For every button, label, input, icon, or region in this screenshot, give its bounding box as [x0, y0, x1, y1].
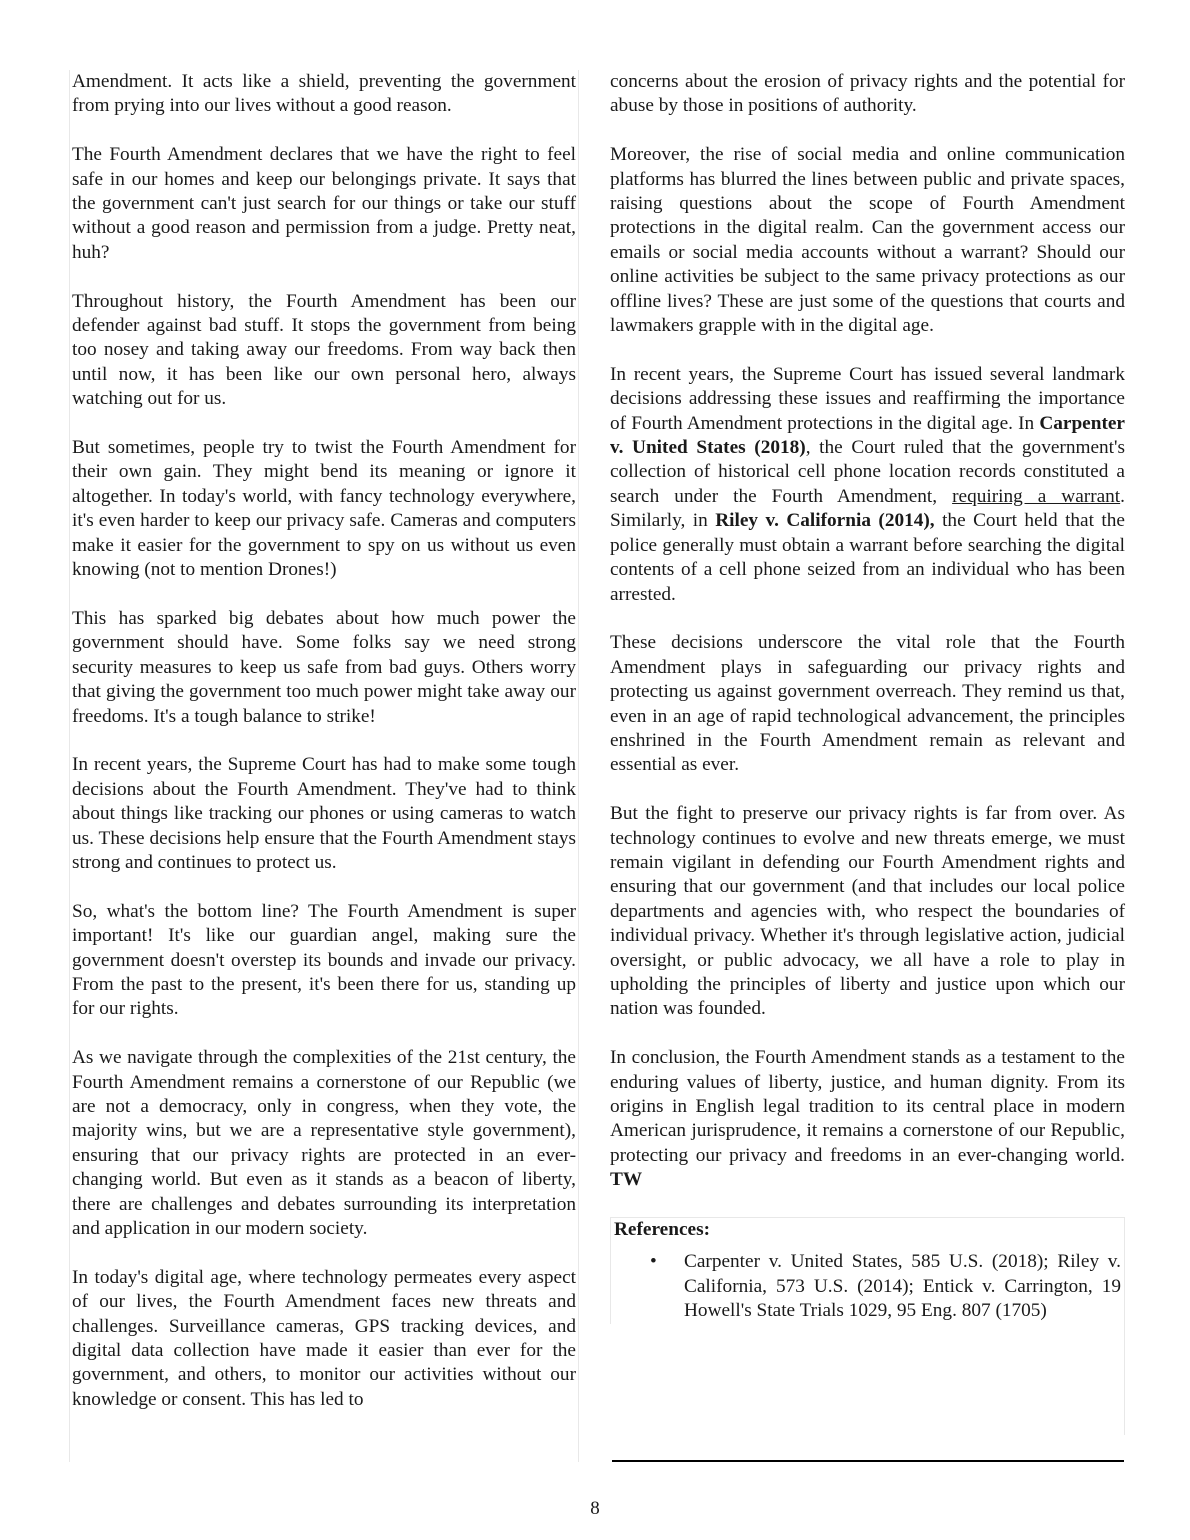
right-column [610, 70, 1125, 1324]
right-paragraph-5: But the fight to preserve our privacy rights is far from over. As technology continues to evolve and new threats emerge, we must remain vigilant in defending our Fourth Amendment rights and ensuring that our government (and that includes our local police departments and agencies with, who respect the boundaries of individual privacy. Whether it's through legislative action, judicial oversight, or public advocacy, we all have a role to play in upholding the principles of liberty and justice upon which our nation was founded. [610, 803, 1125, 1020]
bullet-icon: • [650, 1251, 657, 1273]
right-paragraph-3-text-3: . Similarly, in [610, 485, 1125, 532]
left-paragraph-7: So, what's the bottom line? The Fourth Amendment is super important! It's like our guardian angel, making sure the government doesn't overstep its bounds and invade our privacy. From the past to the present, it's been there for us, standing up for our rights. [72, 900, 576, 1020]
author-initials: TW [610, 1169, 643, 1191]
right-paragraph-6 [610, 1046, 1125, 1192]
left-paragraph-9: In today's digital age, where technology permeates every aspect of our lives, the Fourth Amendment faces new threats and challenges. Surveillance cameras, GPS tracking devices, and digital data collection have made it easier than ever for the government, and others, to monitor our activities without our knowledge or consent. This has led to [72, 1266, 576, 1410]
left-paragraph-6: In recent years, the Supreme Court has had to make some tough decisions about the Fourth Amendment. They've had to think about things like tracking our phones or using cameras to watch us. These decisions help ensure that the Fourth Amendment stays strong and continues to protect us. [72, 754, 576, 873]
conclusion-text: In conclusion, the Fourth Amendment stands as a testament to the enduring values of liberty, justice, and human dignity. From its origins in English legal tradition to its central place in modern American jurisprudence, it remains a cornerstone of our Republic, protecting our privacy and freedoms in an ever-changing world. [610, 1047, 1125, 1166]
references-list [614, 1250, 1121, 1323]
references-section [610, 1217, 1125, 1324]
left-paragraph-2: The Fourth Amendment declares that we have the right to feel safe in our homes and keep our belongings private. It says that the government can't just search for our things or take our stuff without a good reason and permission from a judge. Pretty neat, huh? [72, 144, 576, 263]
right-paragraph-1: concerns about the erosion of privacy rights and the potential for abuse by those in positions of authority. [610, 71, 1125, 117]
right-paragraph-2: Moreover, the rise of social media and online communication platforms has blurred the lines between public and private spaces, raising questions about the scope of Fourth Amendment protections in the digital realm. Can the government access our emails or social media accounts without a warrant? Should our online activities be subject to the same privacy protections as our offline lives? These are just some of the questions that courts and lawmakers grapple with in the digital age. [610, 144, 1125, 337]
reference-text: Carpenter v. United States, 585 U.S. (2018); Riley v. California, 573 U.S. (2014); Entick v. Carrington, 19 Howell's State Trials 1029, 95 Eng. 807 (1705) [684, 1251, 1121, 1322]
right-paragraph-3 [610, 363, 1125, 607]
footnote-separator-line [612, 1460, 1124, 1462]
requiring-warrant-underlined: requiring a warrant [952, 485, 1121, 507]
right-paragraph-3-text-4: the Court held that the police generally must obtain a warrant before searching the digital contents of a cell phone seized from an individual who has been arrested. [610, 510, 1125, 605]
case-riley: Riley v. California (2014), [715, 510, 935, 532]
page-number: 8 [590, 1498, 600, 1519]
right-paragraph-3-text-1: In recent years, the Supreme Court has issued several landmark decisions addressing these issues and reaffirming the importance of Fourth Amendment protections in the digital age. In [610, 363, 1125, 434]
right-paragraph-4: These decisions underscore the vital role that the Fourth Amendment plays in safeguarding our privacy rights and protecting us against government overreach. They remind us that, even in an age of rapid technological advancement, the principles enshrined in the Fourth Amendment remain as relevant and essential as ever. [610, 632, 1125, 776]
left-paragraph-5: This has sparked big debates about how much power the government should have. Some folks say we need strong security measures to keep us safe from bad guys. Others worry that giving the government too much power might take away our freedoms. It's a tough balance to strike! [72, 607, 576, 727]
references-heading: References: [614, 1219, 710, 1240]
reference-item [650, 1250, 1121, 1323]
left-column [69, 70, 579, 1462]
left-paragraph-1: Amendment. It acts like a shield, preventing the government from prying into our lives without a good reason. [72, 71, 576, 117]
left-paragraph-3: Throughout history, the Fourth Amendment has been our defender against bad stuff. It stops the government from being too nosey and taking away our freedoms. From way back then until now, it has been like our own personal hero, always watching out for us. [72, 290, 576, 410]
right-paragraph-3-text-2: , the Court ruled that the government's collection of historical cell phone location records constituted a search under the Fourth Amendment, [610, 437, 1125, 507]
left-paragraph-8: As we navigate through the complexities of the 21st century, the Fourth Amendment remains a cornerstone of our Republic (we are not a democracy, only in congress, when they vote, the majority wins, but we are a representative style government), ensuring that our privacy rights are protected in an ever-changing world. But even as it stands as a beacon of liberty, there are challenges and debates surrounding its interpretation and application in our modern society. [72, 1047, 576, 1239]
column-border-line [1124, 1295, 1125, 1435]
left-paragraph-4: But sometimes, people try to twist the Fourth Amendment for their own gain. They might bend its meaning or ignore it altogether. In today's world, with fancy technology everywhere, it's even harder to keep our privacy safe. Cameras and computers make it easier for the government to spy on us without us even knowing (not to mention Drones!) [72, 437, 576, 581]
case-carpenter: Carpenter v. United States (2018) [610, 412, 1125, 459]
